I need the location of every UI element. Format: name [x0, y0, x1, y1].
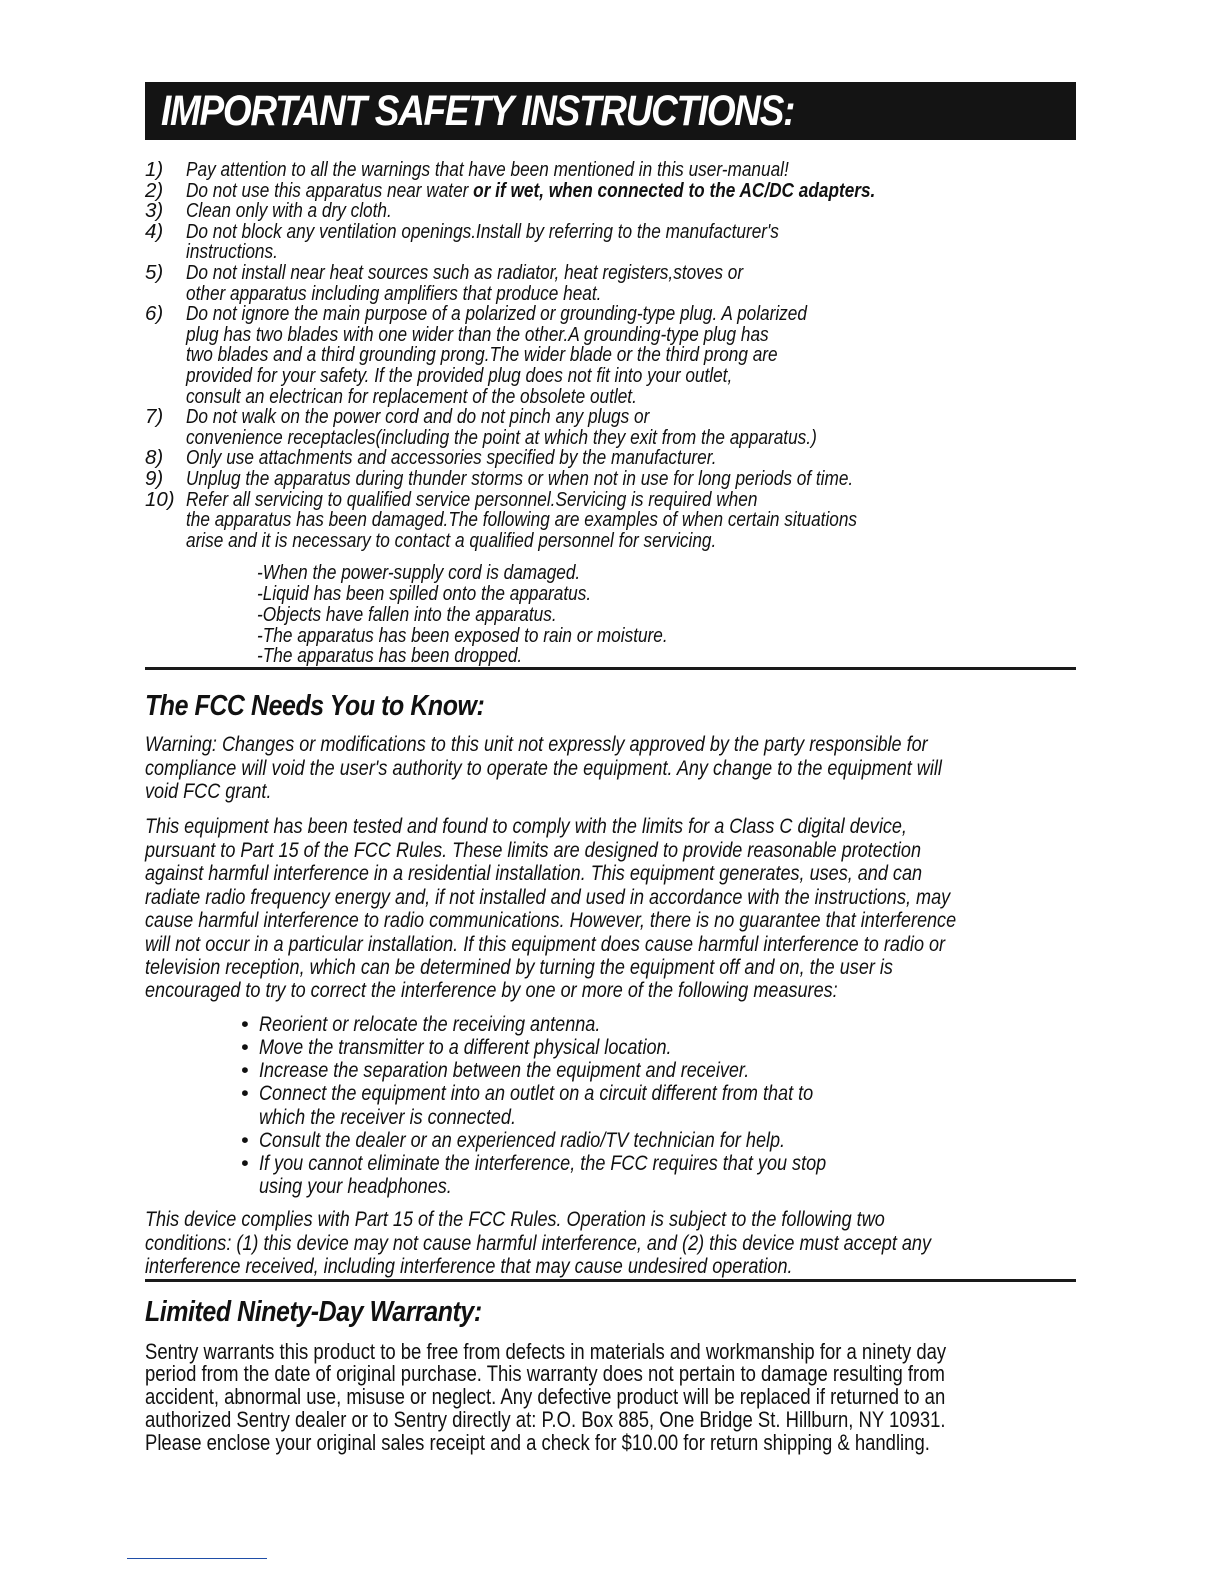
fcc-compliance-paragraph — [145, 815, 1076, 1002]
bullet-icon: • — [241, 1127, 249, 1152]
bullet-icon: • — [241, 1081, 249, 1106]
safety-item — [145, 201, 1076, 222]
safety-item-text — [186, 407, 934, 448]
measure-text — [259, 1059, 843, 1082]
safety-item-number: 1) — [145, 158, 164, 181]
measure-line: which the receiver is connected. — [259, 1104, 516, 1129]
servicing-condition: -Liquid has been spilled onto the apparatus. — [257, 582, 592, 606]
safety-item-number: 7) — [145, 405, 164, 429]
safety-item — [145, 487, 1076, 552]
paragraph-line: Warning: Changes or modifications to this unit not expressly approved by the party responsible for — [145, 732, 928, 757]
measure-item — [241, 1013, 1076, 1036]
safety-item-text — [186, 201, 934, 222]
safety-item-number: 6) — [145, 302, 164, 326]
fcc-part15-paragraph — [145, 1208, 1076, 1278]
safety-item — [145, 304, 1076, 407]
safety-item-line: Do not install near heat sources such as radiator, heat registers,stoves or — [186, 260, 744, 284]
paragraph-line: Sentry warrants this product to be free from defects in materials and workmanship for a ninety day — [145, 1338, 947, 1364]
safety-item-line: consult an electrican for replacement of the obsolete outlet. — [186, 384, 637, 408]
safety-item — [145, 407, 1076, 448]
safety-item-line: instructions. — [186, 240, 278, 264]
measure-text — [259, 1129, 885, 1152]
paragraph-line: radiate radio frequency energy and, if not installed and used in accordance with the instructions, may — [145, 884, 951, 909]
safety-item — [145, 260, 1076, 305]
safety-instructions-list — [145, 160, 1076, 551]
safety-item — [145, 219, 1076, 264]
warranty-paragraph — [145, 1338, 1076, 1455]
paragraph-line: void FCC grant. — [145, 779, 272, 804]
paragraph-line: pursuant to Part 15 of the FCC Rules. These limits are designed to provide reasonable protection — [145, 837, 922, 862]
safety-item-line: convenience receptacles(including the point at which they exit from the apparatus.) — [186, 425, 817, 449]
section-divider — [145, 667, 1076, 670]
safety-item-line: Pay attention to all the warnings that have been mentioned in this user-manual! — [186, 158, 789, 181]
fcc-measures-list — [241, 1013, 1076, 1199]
paragraph-line: conditions: (1) this device may not cause harmful interference, and (2) this device must accept any — [145, 1230, 931, 1255]
safety-item-line: provided for your safety. If the provided plug does not fit into your outlet, — [186, 363, 733, 387]
safety-item-number: 10) — [145, 487, 175, 511]
safety-item-text — [186, 178, 934, 202]
paragraph-line: Please enclose your original sales receipt and a check for $10.00 for return shipping & handling. — [145, 1429, 930, 1455]
footer-link-underline — [127, 1558, 267, 1559]
measure-item — [241, 1036, 1076, 1059]
measure-text — [259, 1082, 919, 1128]
safety-item-line: Do not walk on the power cord and do not pinch any plugs or — [186, 405, 650, 429]
safety-item-text — [186, 448, 934, 469]
safety-item — [145, 448, 1076, 469]
fcc-warning-paragraph — [145, 733, 1076, 803]
measure-line: Move the transmitter to a different physical location. — [259, 1034, 672, 1059]
safety-item-text — [186, 487, 934, 552]
section-divider — [145, 1279, 1076, 1282]
servicing-condition: -The apparatus has been exposed to rain or moisture. — [257, 623, 668, 647]
fcc-section-title: The FCC Needs You to Know: — [145, 690, 485, 723]
bullet-icon: • — [241, 1011, 249, 1036]
paragraph-line: This device complies with Part 15 of the FCC Rules. Operation is subject to the following two — [145, 1207, 885, 1232]
safety-item-line: plug has two blades with one wider than the other.A grounding-type plug has — [186, 322, 769, 346]
safety-item-bold-text: or if wet, when connected to the AC/DC adapters. — [473, 178, 876, 202]
paragraph-line: cause harmful interference to radio communications. However, there is no guarantee that interference — [145, 908, 957, 933]
paragraph-line: encouraged to try to correct the interference by one or more of the following measures: — [145, 978, 838, 1003]
paragraph-line: against harmful interference in a residential installation. This equipment generates, uses, and can — [145, 861, 923, 886]
measure-line: Increase the separation between the equipment and receiver. — [259, 1058, 750, 1083]
safety-item-line: Do not use this apparatus near water or if wet, when connected to the AC/DC adapters. — [186, 178, 876, 202]
safety-item-number: 9) — [145, 466, 164, 490]
servicing-condition: -Objects have fallen into the apparatus. — [257, 602, 557, 626]
bullet-icon: • — [241, 1034, 249, 1059]
safety-item-line: Clean only with a dry cloth. — [186, 199, 392, 223]
paragraph-line: accident, abnormal use, misuse or neglect. Any defective product will be replaced if returned to an — [145, 1384, 946, 1410]
safety-item-line: other apparatus including amplifiers that produce heat. — [186, 281, 602, 305]
warranty-section-title: Limited Ninety-Day Warranty: — [145, 1295, 482, 1328]
servicing-conditions-list — [257, 563, 1076, 667]
measure-item — [241, 1059, 1076, 1082]
safety-item-line: arise and it is necessary to contact a qualified personnel for servicing. — [186, 528, 717, 552]
safety-item-line: Do not block any ventilation openings.Install by referring to the manufacturer's — [186, 219, 779, 243]
safety-item-line: the apparatus has been damaged.The following are examples of when certain situations — [186, 508, 858, 532]
measure-text — [259, 1152, 934, 1198]
safety-item-text — [186, 260, 934, 305]
measure-item — [241, 1152, 1076, 1198]
safety-item-line: Do not ignore the main purpose of a polarized or grounding-type plug. A polarized — [186, 302, 807, 326]
safety-banner — [145, 82, 1076, 140]
paragraph-line: period from the date of original purchase. This warranty does not pertain to damage resulting from — [145, 1361, 945, 1387]
safety-item — [145, 160, 1076, 181]
bullet-icon: • — [241, 1058, 249, 1083]
measure-line: If you cannot eliminate the interference, the FCC requires that you stop — [259, 1150, 827, 1175]
paragraph-line: will not occur in a particular installation. If this equipment does cause harmful interference to radio or — [145, 931, 946, 956]
safety-title: IMPORTANT SAFETY INSTRUCTIONS: — [161, 86, 795, 135]
safety-item-line: Only use attachments and accessories specified by the manufacturer. — [186, 446, 717, 470]
measure-line: Connect the equipment into an outlet on a circuit different from that to — [259, 1081, 814, 1106]
measure-line: Consult the dealer or an experienced radio/TV technician for help. — [259, 1127, 786, 1152]
safety-item-text — [186, 304, 934, 407]
servicing-condition: -When the power-supply cord is damaged. — [257, 561, 581, 585]
safety-item-number: 3) — [145, 199, 164, 223]
measure-line: using your headphones. — [259, 1174, 452, 1199]
paragraph-line: compliance will void the user's authority to operate the equipment. Any change to the equipment will — [145, 755, 942, 780]
safety-item — [145, 466, 1076, 490]
paragraph-line: television reception, which can be determined by turning the equipment off and on, the user is — [145, 954, 893, 979]
safety-item-number: 2) — [145, 178, 164, 202]
safety-item-line: two blades and a third grounding prong.The wider blade or the third prong are — [186, 343, 778, 367]
safety-item-text — [186, 466, 934, 490]
safety-item-line: Unplug the apparatus during thunder storms or when not in use for long periods of time. — [186, 466, 854, 490]
bullet-icon: • — [241, 1150, 249, 1175]
measure-item — [241, 1082, 1076, 1128]
safety-item-number: 5) — [145, 260, 164, 284]
servicing-condition: -The apparatus has been dropped. — [257, 644, 523, 668]
measure-text — [259, 1013, 665, 1036]
paragraph-line: authorized Sentry dealer or to Sentry directly at: P.O. Box 885, One Bridge St. Hillburn, NY 10931. — [145, 1406, 946, 1432]
safety-item — [145, 178, 1076, 202]
safety-item-text — [186, 160, 934, 181]
document-page — [145, 82, 1076, 1455]
paragraph-line: interference received, including interference that may cause undesired operation. — [145, 1254, 793, 1279]
safety-item-number: 4) — [145, 219, 164, 243]
measure-line: Reorient or relocate the receiving antenna. — [259, 1011, 601, 1036]
measure-text — [259, 1036, 750, 1059]
safety-item-line: Refer all servicing to qualified service personnel.Servicing is required when — [186, 487, 758, 511]
measure-item — [241, 1129, 1076, 1152]
safety-item-number: 8) — [145, 446, 164, 470]
paragraph-line: This equipment has been tested and found to comply with the limits for a Class C digital device, — [145, 814, 907, 839]
safety-item-text — [186, 219, 934, 264]
